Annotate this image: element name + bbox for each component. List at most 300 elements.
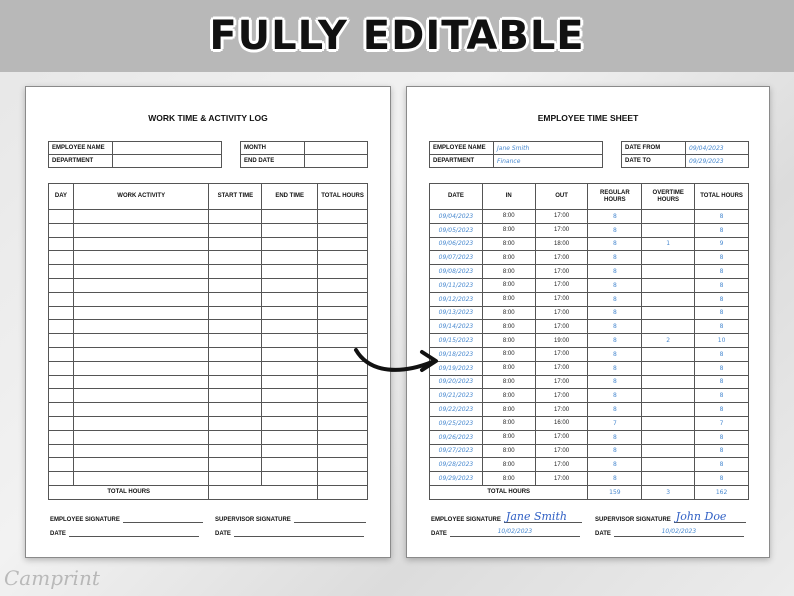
- overtime-hours-cell[interactable]: [642, 416, 695, 430]
- work-activity-cell[interactable]: [73, 458, 209, 472]
- end-time-cell[interactable]: [262, 292, 318, 306]
- out-cell[interactable]: 17:00: [535, 458, 588, 472]
- date-cell[interactable]: 09/11/2023: [430, 278, 483, 292]
- supervisor-signature-field[interactable]: [294, 515, 366, 523]
- day-cell[interactable]: [49, 306, 74, 320]
- out-cell[interactable]: 17:00: [535, 223, 588, 237]
- total-hours-cell[interactable]: 10: [695, 334, 749, 348]
- regular-hours-cell[interactable]: 8: [588, 278, 642, 292]
- total-hours-cell[interactable]: 8: [695, 458, 749, 472]
- table-row: [49, 389, 368, 403]
- overtime-hours-cell[interactable]: [642, 265, 695, 279]
- end-time-cell[interactable]: [262, 265, 318, 279]
- work-activity-cell[interactable]: [73, 347, 209, 361]
- out-cell[interactable]: 17:00: [535, 361, 588, 375]
- day-cell[interactable]: [49, 278, 74, 292]
- out-cell[interactable]: 17:00: [535, 306, 588, 320]
- in-cell[interactable]: 8:00: [482, 265, 535, 279]
- table-row: [49, 375, 368, 389]
- work-activity-cell[interactable]: [73, 389, 209, 403]
- supervisor-date-field[interactable]: [234, 529, 364, 537]
- day-cell[interactable]: [49, 237, 74, 251]
- overtime-hours-cell[interactable]: 2: [642, 334, 695, 348]
- end-time-cell[interactable]: [262, 237, 318, 251]
- end-time-cell[interactable]: [262, 403, 318, 417]
- day-cell[interactable]: [49, 472, 74, 486]
- in-cell[interactable]: 8:00: [482, 416, 535, 430]
- employee-date-field[interactable]: [450, 529, 580, 537]
- supervisor-signature-label: SUPERVISOR SIGNATURE: [595, 517, 671, 523]
- total-hours-cell[interactable]: 8: [695, 472, 749, 486]
- total-hours-cell[interactable]: [318, 237, 368, 251]
- out-cell[interactable]: 17:00: [535, 210, 588, 224]
- table-row: [430, 292, 749, 306]
- regular-hours-cell[interactable]: 8: [588, 320, 642, 334]
- start-time-cell[interactable]: [209, 403, 262, 417]
- table-row: [49, 416, 368, 430]
- end-time-cell[interactable]: [262, 416, 318, 430]
- date-to-field[interactable]: 09/29/2023: [686, 155, 749, 168]
- date-cell[interactable]: 09/21/2023: [430, 389, 483, 403]
- table-row: [49, 306, 368, 320]
- col-regular-hours: REGULAR HOURS: [588, 184, 642, 210]
- total-hours-cell[interactable]: 8: [695, 265, 749, 279]
- in-cell[interactable]: 8:00: [482, 361, 535, 375]
- employee-signature-label: EMPLOYEE SIGNATURE: [431, 517, 501, 523]
- employee-date-row: [50, 529, 199, 537]
- end-time-cell[interactable]: [262, 210, 318, 224]
- right-arrow-icon: [352, 340, 442, 380]
- total-hours-cell[interactable]: 8: [695, 278, 749, 292]
- in-cell[interactable]: 8:00: [482, 320, 535, 334]
- table-row: [430, 306, 749, 320]
- table-row: [430, 210, 749, 224]
- right-info-table: [429, 141, 603, 168]
- table-row: [430, 237, 749, 251]
- regular-hours-cell[interactable]: 8: [588, 375, 642, 389]
- regular-hours-cell[interactable]: 8: [588, 210, 642, 224]
- total-hours-cell[interactable]: [318, 251, 368, 265]
- date-cell[interactable]: 09/18/2023: [430, 347, 483, 361]
- end-time-cell[interactable]: [262, 223, 318, 237]
- regular-hours-cell[interactable]: 8: [588, 361, 642, 375]
- start-time-cell[interactable]: [209, 444, 262, 458]
- total-spacer: [209, 485, 262, 499]
- work-activity-cell[interactable]: [73, 210, 209, 224]
- total-hours-cell[interactable]: [318, 472, 368, 486]
- regular-hours-cell[interactable]: 7: [588, 416, 642, 430]
- day-cell[interactable]: [49, 403, 74, 417]
- start-time-cell[interactable]: [209, 278, 262, 292]
- date-cell[interactable]: 09/22/2023: [430, 403, 483, 417]
- total-hours-cell[interactable]: [318, 278, 368, 292]
- in-cell[interactable]: 8:00: [482, 458, 535, 472]
- work-activity-cell[interactable]: [73, 223, 209, 237]
- start-time-cell[interactable]: [209, 347, 262, 361]
- overtime-hours-cell[interactable]: [642, 389, 695, 403]
- in-cell[interactable]: 8:00: [482, 251, 535, 265]
- supervisor-signature-row: [215, 515, 366, 523]
- day-cell[interactable]: [49, 223, 74, 237]
- total-hours-cell[interactable]: 8: [695, 292, 749, 306]
- regular-hours-cell[interactable]: 8: [588, 265, 642, 279]
- table-row: [49, 320, 368, 334]
- col-start-time: START TIME: [209, 184, 262, 210]
- total-hours-cell[interactable]: 8: [695, 389, 749, 403]
- day-cell[interactable]: [49, 444, 74, 458]
- in-cell[interactable]: 8:00: [482, 278, 535, 292]
- in-cell[interactable]: 8:00: [482, 334, 535, 348]
- total-hours-cell[interactable]: 8: [695, 375, 749, 389]
- work-activity-cell[interactable]: [73, 320, 209, 334]
- sheet-title: EMPLOYEE TIME SHEET: [537, 113, 639, 123]
- regular-hours-cell[interactable]: 8: [588, 347, 642, 361]
- supervisor-signature-label: SUPERVISOR SIGNATURE: [215, 517, 291, 523]
- total-hours-cell[interactable]: 8: [695, 444, 749, 458]
- end-time-cell[interactable]: [262, 458, 318, 472]
- work-activity-cell[interactable]: [73, 251, 209, 265]
- start-time-cell[interactable]: [209, 306, 262, 320]
- start-time-cell[interactable]: [209, 292, 262, 306]
- total-hours-cell[interactable]: 8: [695, 306, 749, 320]
- total-hours-cell[interactable]: [318, 292, 368, 306]
- start-time-cell[interactable]: [209, 416, 262, 430]
- in-cell[interactable]: 8:00: [482, 292, 535, 306]
- date-cell[interactable]: 09/12/2023: [430, 292, 483, 306]
- start-time-cell[interactable]: [209, 265, 262, 279]
- end-time-cell[interactable]: [262, 375, 318, 389]
- total-overtime-hours[interactable]: 3: [642, 485, 695, 499]
- out-cell[interactable]: 18:00: [535, 237, 588, 251]
- total-hours-cell[interactable]: 8: [695, 251, 749, 265]
- total-hours-field[interactable]: [318, 485, 368, 499]
- total-regular-hours[interactable]: 159: [588, 485, 642, 499]
- work-activity-cell[interactable]: [73, 472, 209, 486]
- start-time-cell[interactable]: [209, 389, 262, 403]
- employee-signature-field[interactable]: [123, 515, 203, 523]
- table-row: [49, 444, 368, 458]
- date-label: DATE: [50, 531, 66, 537]
- regular-hours-cell[interactable]: 8: [588, 430, 642, 444]
- overtime-hours-cell[interactable]: [642, 361, 695, 375]
- out-cell[interactable]: 17:00: [535, 472, 588, 486]
- day-cell[interactable]: [49, 347, 74, 361]
- total-hours-label: TOTAL HOURS: [49, 485, 209, 499]
- supervisor-signature-field[interactable]: [674, 510, 746, 523]
- employee-name-field[interactable]: Jane Smith: [494, 142, 603, 155]
- in-cell[interactable]: 8:00: [482, 472, 535, 486]
- out-cell[interactable]: 17:00: [535, 251, 588, 265]
- overtime-hours-cell[interactable]: [642, 223, 695, 237]
- work-activity-cell[interactable]: [73, 416, 209, 430]
- total-hours-cell[interactable]: [318, 416, 368, 430]
- out-cell[interactable]: 16:00: [535, 416, 588, 430]
- in-cell[interactable]: 8:00: [482, 375, 535, 389]
- work-activity-cell[interactable]: [73, 278, 209, 292]
- table-row: [430, 472, 749, 486]
- start-time-cell[interactable]: [209, 334, 262, 348]
- employee-signature-value: Jane Smith: [505, 510, 567, 523]
- date-cell[interactable]: 09/29/2023: [430, 472, 483, 486]
- regular-hours-cell[interactable]: 8: [588, 292, 642, 306]
- day-cell[interactable]: [49, 375, 74, 389]
- in-cell[interactable]: 8:00: [482, 306, 535, 320]
- in-cell[interactable]: 8:00: [482, 237, 535, 251]
- end-time-cell[interactable]: [262, 444, 318, 458]
- total-hours-cell[interactable]: [318, 320, 368, 334]
- day-cell[interactable]: [49, 251, 74, 265]
- col-total-hours: TOTAL HOURS: [318, 184, 368, 210]
- total-hours-cell[interactable]: [318, 444, 368, 458]
- work-activity-cell[interactable]: [73, 292, 209, 306]
- department-field[interactable]: Finance: [494, 155, 603, 168]
- table-row: [49, 251, 368, 265]
- date-cell[interactable]: 09/20/2023: [430, 375, 483, 389]
- day-cell[interactable]: [49, 320, 74, 334]
- out-cell[interactable]: 17:00: [535, 278, 588, 292]
- employee-signature-row: [50, 515, 203, 523]
- total-hours-cell[interactable]: [318, 306, 368, 320]
- out-cell[interactable]: 17:00: [535, 320, 588, 334]
- work-activity-cell[interactable]: [73, 237, 209, 251]
- table-row: [430, 375, 749, 389]
- overtime-hours-cell[interactable]: [642, 251, 695, 265]
- in-cell[interactable]: 8:00: [482, 430, 535, 444]
- total-hours-cell[interactable]: 8: [695, 403, 749, 417]
- end-time-cell[interactable]: [262, 472, 318, 486]
- work-activity-cell[interactable]: [73, 306, 209, 320]
- table-row: [430, 458, 749, 472]
- day-cell[interactable]: [49, 210, 74, 224]
- employee-signature-label: EMPLOYEE SIGNATURE: [50, 517, 120, 523]
- supervisor-date-row: [595, 529, 744, 537]
- end-time-cell[interactable]: [262, 389, 318, 403]
- overtime-hours-cell[interactable]: [642, 210, 695, 224]
- regular-hours-cell[interactable]: 8: [588, 237, 642, 251]
- start-time-cell[interactable]: [209, 361, 262, 375]
- out-cell[interactable]: 17:00: [535, 430, 588, 444]
- in-cell[interactable]: 8:00: [482, 223, 535, 237]
- overtime-hours-cell[interactable]: [642, 278, 695, 292]
- employee-signature-row: [431, 510, 582, 523]
- end-time-cell[interactable]: [262, 306, 318, 320]
- date-from-field[interactable]: 09/04/2023: [686, 142, 749, 155]
- regular-hours-cell[interactable]: 8: [588, 472, 642, 486]
- time-sheet-table: [429, 183, 749, 500]
- work-activity-cell[interactable]: [73, 361, 209, 375]
- total-hours-cell[interactable]: [318, 265, 368, 279]
- table-row: [430, 347, 749, 361]
- start-time-cell[interactable]: [209, 251, 262, 265]
- table-row: [49, 278, 368, 292]
- table-row: [49, 458, 368, 472]
- total-hours-cell[interactable]: 8: [695, 210, 749, 224]
- table-row: [430, 320, 749, 334]
- start-time-cell[interactable]: [209, 430, 262, 444]
- date-label: DATE: [595, 531, 611, 537]
- employee-date-row: [431, 529, 580, 537]
- day-cell[interactable]: [49, 389, 74, 403]
- start-time-cell[interactable]: [209, 320, 262, 334]
- col-in: IN: [482, 184, 535, 210]
- total-hours-cell[interactable]: [318, 403, 368, 417]
- total-hours-cell[interactable]: [318, 458, 368, 472]
- day-cell[interactable]: [49, 416, 74, 430]
- start-time-cell[interactable]: [209, 472, 262, 486]
- overtime-hours-cell[interactable]: [642, 403, 695, 417]
- overtime-hours-cell[interactable]: [642, 375, 695, 389]
- supervisor-date-field[interactable]: [614, 529, 744, 537]
- out-cell[interactable]: 17:00: [535, 403, 588, 417]
- overtime-hours-cell[interactable]: [642, 458, 695, 472]
- work-activity-cell[interactable]: [73, 444, 209, 458]
- total-hours-cell[interactable]: 7: [695, 416, 749, 430]
- regular-hours-cell[interactable]: 8: [588, 444, 642, 458]
- regular-hours-cell[interactable]: 8: [588, 251, 642, 265]
- date-cell[interactable]: 09/04/2023: [430, 210, 483, 224]
- out-cell[interactable]: 17:00: [535, 375, 588, 389]
- total-hours-cell[interactable]: 8: [695, 361, 749, 375]
- end-time-cell[interactable]: [262, 361, 318, 375]
- day-cell[interactable]: [49, 361, 74, 375]
- total-hours-cell[interactable]: 8: [695, 430, 749, 444]
- date-cell[interactable]: 09/26/2023: [430, 430, 483, 444]
- regular-hours-cell[interactable]: 8: [588, 223, 642, 237]
- regular-hours-cell[interactable]: 8: [588, 334, 642, 348]
- in-cell[interactable]: 8:00: [482, 347, 535, 361]
- date-cell[interactable]: 09/28/2023: [430, 458, 483, 472]
- start-time-cell[interactable]: [209, 210, 262, 224]
- table-row: [430, 444, 749, 458]
- regular-hours-cell[interactable]: 8: [588, 389, 642, 403]
- out-cell[interactable]: 17:00: [535, 389, 588, 403]
- work-activity-cell[interactable]: [73, 403, 209, 417]
- total-hours-cell[interactable]: 8: [695, 320, 749, 334]
- regular-hours-cell[interactable]: 8: [588, 458, 642, 472]
- overtime-hours-cell[interactable]: [642, 430, 695, 444]
- date-cell[interactable]: 09/06/2023: [430, 237, 483, 251]
- total-hours-cell[interactable]: [318, 223, 368, 237]
- day-cell[interactable]: [49, 334, 74, 348]
- month-label: MONTH: [241, 142, 305, 155]
- date-cell[interactable]: 09/07/2023: [430, 251, 483, 265]
- overtime-hours-cell[interactable]: [642, 444, 695, 458]
- table-row: [49, 472, 368, 486]
- date-cell[interactable]: 09/05/2023: [430, 223, 483, 237]
- in-cell[interactable]: 8:00: [482, 210, 535, 224]
- total-hours-cell[interactable]: 9: [695, 237, 749, 251]
- table-row: [49, 334, 368, 348]
- department-field[interactable]: [113, 155, 222, 168]
- work-activity-cell[interactable]: [73, 265, 209, 279]
- start-time-cell[interactable]: [209, 458, 262, 472]
- date-cell[interactable]: 09/19/2023: [430, 361, 483, 375]
- overtime-hours-cell[interactable]: [642, 472, 695, 486]
- table-row: [430, 251, 749, 265]
- date-cell[interactable]: 09/08/2023: [430, 265, 483, 279]
- out-cell[interactable]: 19:00: [535, 334, 588, 348]
- date-to-label: DATE TO: [622, 155, 686, 168]
- end-time-cell[interactable]: [262, 347, 318, 361]
- employee-time-sheet: [406, 86, 770, 558]
- total-spacer: [262, 485, 318, 499]
- table-row: [430, 389, 749, 403]
- in-cell[interactable]: 8:00: [482, 444, 535, 458]
- total-hours-label: TOTAL HOURS: [430, 485, 588, 499]
- start-time-cell[interactable]: [209, 237, 262, 251]
- date-cell[interactable]: 09/25/2023: [430, 416, 483, 430]
- overtime-hours-cell[interactable]: 1: [642, 237, 695, 251]
- regular-hours-cell[interactable]: 8: [588, 306, 642, 320]
- employee-signature-field[interactable]: [504, 510, 582, 523]
- out-cell[interactable]: 17:00: [535, 292, 588, 306]
- overtime-hours-cell[interactable]: [642, 320, 695, 334]
- out-cell[interactable]: 17:00: [535, 347, 588, 361]
- day-cell[interactable]: [49, 265, 74, 279]
- month-field[interactable]: [305, 142, 368, 155]
- supervisor-signature-value: John Doe: [675, 510, 727, 523]
- table-row: [49, 237, 368, 251]
- department-label: DEPARTMENT: [430, 155, 494, 168]
- in-cell[interactable]: 8:00: [482, 389, 535, 403]
- col-overtime-hours: OVERTIME HOURS: [642, 184, 695, 210]
- col-day: DAY: [49, 184, 74, 210]
- work-activity-cell[interactable]: [73, 334, 209, 348]
- day-cell[interactable]: [49, 430, 74, 444]
- end-time-cell[interactable]: [262, 430, 318, 444]
- end-time-cell[interactable]: [262, 334, 318, 348]
- table-row: [430, 403, 749, 417]
- date-cell[interactable]: 09/15/2023: [430, 334, 483, 348]
- work-activity-cell[interactable]: [73, 430, 209, 444]
- regular-hours-cell[interactable]: 8: [588, 403, 642, 417]
- supervisor-date-value: 10/02/2023: [661, 528, 697, 535]
- employee-date-field[interactable]: [69, 529, 199, 537]
- end-date-label: END DATE: [241, 155, 305, 168]
- table-row: [49, 292, 368, 306]
- left-info-table: [48, 141, 222, 168]
- out-cell[interactable]: 17:00: [535, 444, 588, 458]
- end-time-cell[interactable]: [262, 320, 318, 334]
- end-time-cell[interactable]: [262, 251, 318, 265]
- in-cell[interactable]: 8:00: [482, 403, 535, 417]
- day-cell[interactable]: [49, 458, 74, 472]
- overtime-hours-cell[interactable]: [642, 292, 695, 306]
- left-period-table: [240, 141, 368, 168]
- employee-name-field[interactable]: [113, 142, 222, 155]
- department-label: DEPARTMENT: [49, 155, 113, 168]
- total-hours-cell[interactable]: 8: [695, 223, 749, 237]
- day-cell[interactable]: [49, 292, 74, 306]
- start-time-cell[interactable]: [209, 223, 262, 237]
- date-cell[interactable]: 09/27/2023: [430, 444, 483, 458]
- end-date-field[interactable]: [305, 155, 368, 168]
- overtime-hours-cell[interactable]: [642, 306, 695, 320]
- total-hours-cell[interactable]: [318, 430, 368, 444]
- total-hours-value[interactable]: 162: [695, 485, 749, 499]
- total-hours-cell[interactable]: [318, 389, 368, 403]
- banner: [0, 0, 794, 72]
- overtime-hours-cell[interactable]: [642, 347, 695, 361]
- date-cell[interactable]: 09/14/2023: [430, 320, 483, 334]
- end-time-cell[interactable]: [262, 278, 318, 292]
- total-hours-cell[interactable]: [318, 210, 368, 224]
- date-cell[interactable]: 09/13/2023: [430, 306, 483, 320]
- out-cell[interactable]: 17:00: [535, 265, 588, 279]
- total-hours-cell[interactable]: 8: [695, 347, 749, 361]
- work-activity-cell[interactable]: [73, 375, 209, 389]
- start-time-cell[interactable]: [209, 375, 262, 389]
